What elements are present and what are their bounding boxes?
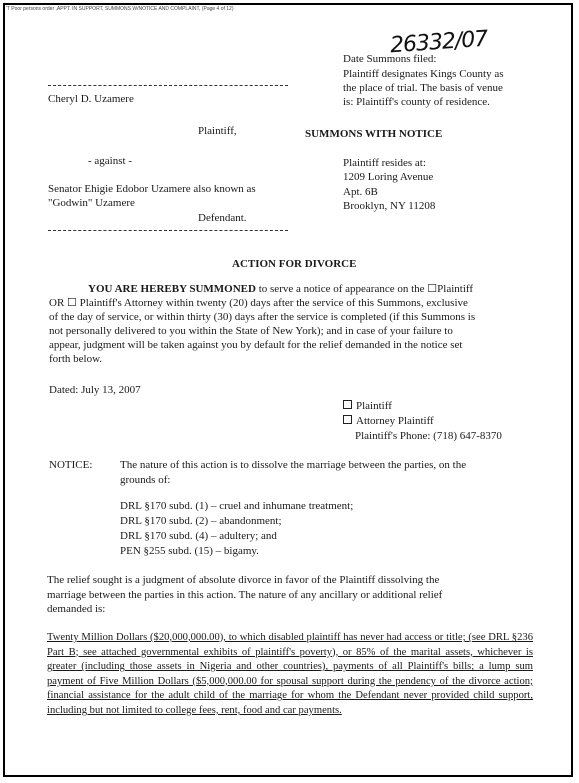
notice-label: NOTICE:: [49, 459, 93, 471]
defendant-name-1: Senator Ehigie Edobor Uzamere also known as: [48, 183, 256, 195]
ground-1: DRL §170 subd. (1) – cruel and inhumane treatment;: [120, 500, 354, 512]
summoned-line-2: of the day of service, or within thirty (30) days after the service is completed (if this Summons is: [49, 311, 476, 323]
resides-line-1: Plaintiff resides at:: [343, 157, 426, 169]
notice-line-1: The nature of this action is to dissolve the marriage between the parties, on the: [120, 459, 467, 471]
summoned-line-5: forth below.: [49, 353, 103, 365]
defendant-name-2: "Godwin" Uzamere: [48, 197, 135, 209]
sig-plaintiff: [343, 399, 392, 413]
sig-attorney-label: Attorney Plaintiff: [356, 415, 434, 427]
checkbox-attorney: [343, 415, 352, 424]
print-header: 'T Poor persons order ,APPT. IN SUPPORT, SUMMONS W/NOTICE AND COMPLAINT, (Page 4 of 12): [6, 6, 234, 12]
plaintiff-name: Cheryl D. Uzamere: [48, 93, 134, 105]
resides-line-3: Apt. 6B: [343, 186, 378, 198]
summoned-lead: YOU ARE HEREBY SUMMONED: [88, 283, 256, 295]
action-title: ACTION FOR DIVORCE: [232, 258, 357, 270]
handwritten-index-number: 26332/07: [389, 26, 489, 59]
checkbox-plaintiff: [343, 400, 352, 409]
summons-title: SUMMONS WITH NOTICE: [305, 128, 443, 140]
date-summons-filed: Date Summons filed:: [343, 53, 437, 65]
relief-line-1: The relief sought is a judgment of absolute divorce in favor of the Plaintiff dissolving the: [47, 574, 440, 586]
ground-4: PEN §255 subd. (15) – bigamy.: [120, 545, 259, 557]
ground-3: DRL §170 subd. (4) – adultery; and: [120, 530, 277, 542]
summoned-line-0: [88, 282, 473, 296]
summoned-line-3: not personally delivered to you within the State of New York); and in case of your failure to: [49, 325, 453, 337]
resides-line-4: Brooklyn, NY 11208: [343, 200, 436, 212]
relief-line-2: marriage between the parties in this action. The nature of any ancillary or additional relief: [47, 589, 443, 601]
venue-line-1: Plaintiff designates Kings County as: [343, 68, 504, 80]
sig-attorney: [343, 414, 434, 428]
relief-line-3: demanded is:: [47, 603, 106, 615]
venue-line-2: the place of trial. The basis of venue: [343, 82, 503, 94]
dated-line: Dated: July 13, 2007: [49, 384, 141, 396]
notice-line-2: grounds of:: [120, 474, 171, 486]
defendant-label: Defendant.: [198, 212, 247, 224]
caption-divider-bottom: [48, 230, 288, 231]
caption-divider-top: [48, 85, 288, 86]
ground-2: DRL §170 subd. (2) – abandonment;: [120, 515, 282, 527]
summoned-rest: to serve a notice of appearance on the ☐Plaintiff: [255, 283, 474, 295]
summoned-line-4: appear, judgment will be taken against you by default for the relief demanded in the notice set: [49, 339, 463, 351]
plaintiff-label: Plaintiff,: [198, 125, 237, 137]
resides-line-2: 1209 Loring Avenue: [343, 171, 434, 183]
relief-detail: Twenty Million Dollars ($20,000,000.00), to which disabled plaintiff has never had access or title; (see DRL §236 Part B; see attached governmental exhibits of plaintiff's poverty), or 85% of the marital assets, whichever is greater (including those assets in Nigeria and other countries), payments of all Plaintiff's bills; a lump sum payment of Five Million Dollars ($5,000,000.00 for spousal support during the pendency of the divorce action; financial assistance for the adult child of the marriage for whom the Defendant never provided child support, including but not limited to college fees, rent, food and car payments.: [47, 632, 533, 716]
venue-line-3: is: Plaintiff's county of residence.: [343, 96, 490, 108]
summoned-line-1: OR ☐ Plaintiff's Attorney within twenty (20) days after the service of this Summons, exclusive: [49, 297, 468, 309]
sig-plaintiff-label: Plaintiff: [356, 400, 392, 412]
plaintiff-phone: Plaintiff's Phone: (718) 647-8370: [355, 430, 502, 442]
against: - against -: [88, 155, 132, 167]
